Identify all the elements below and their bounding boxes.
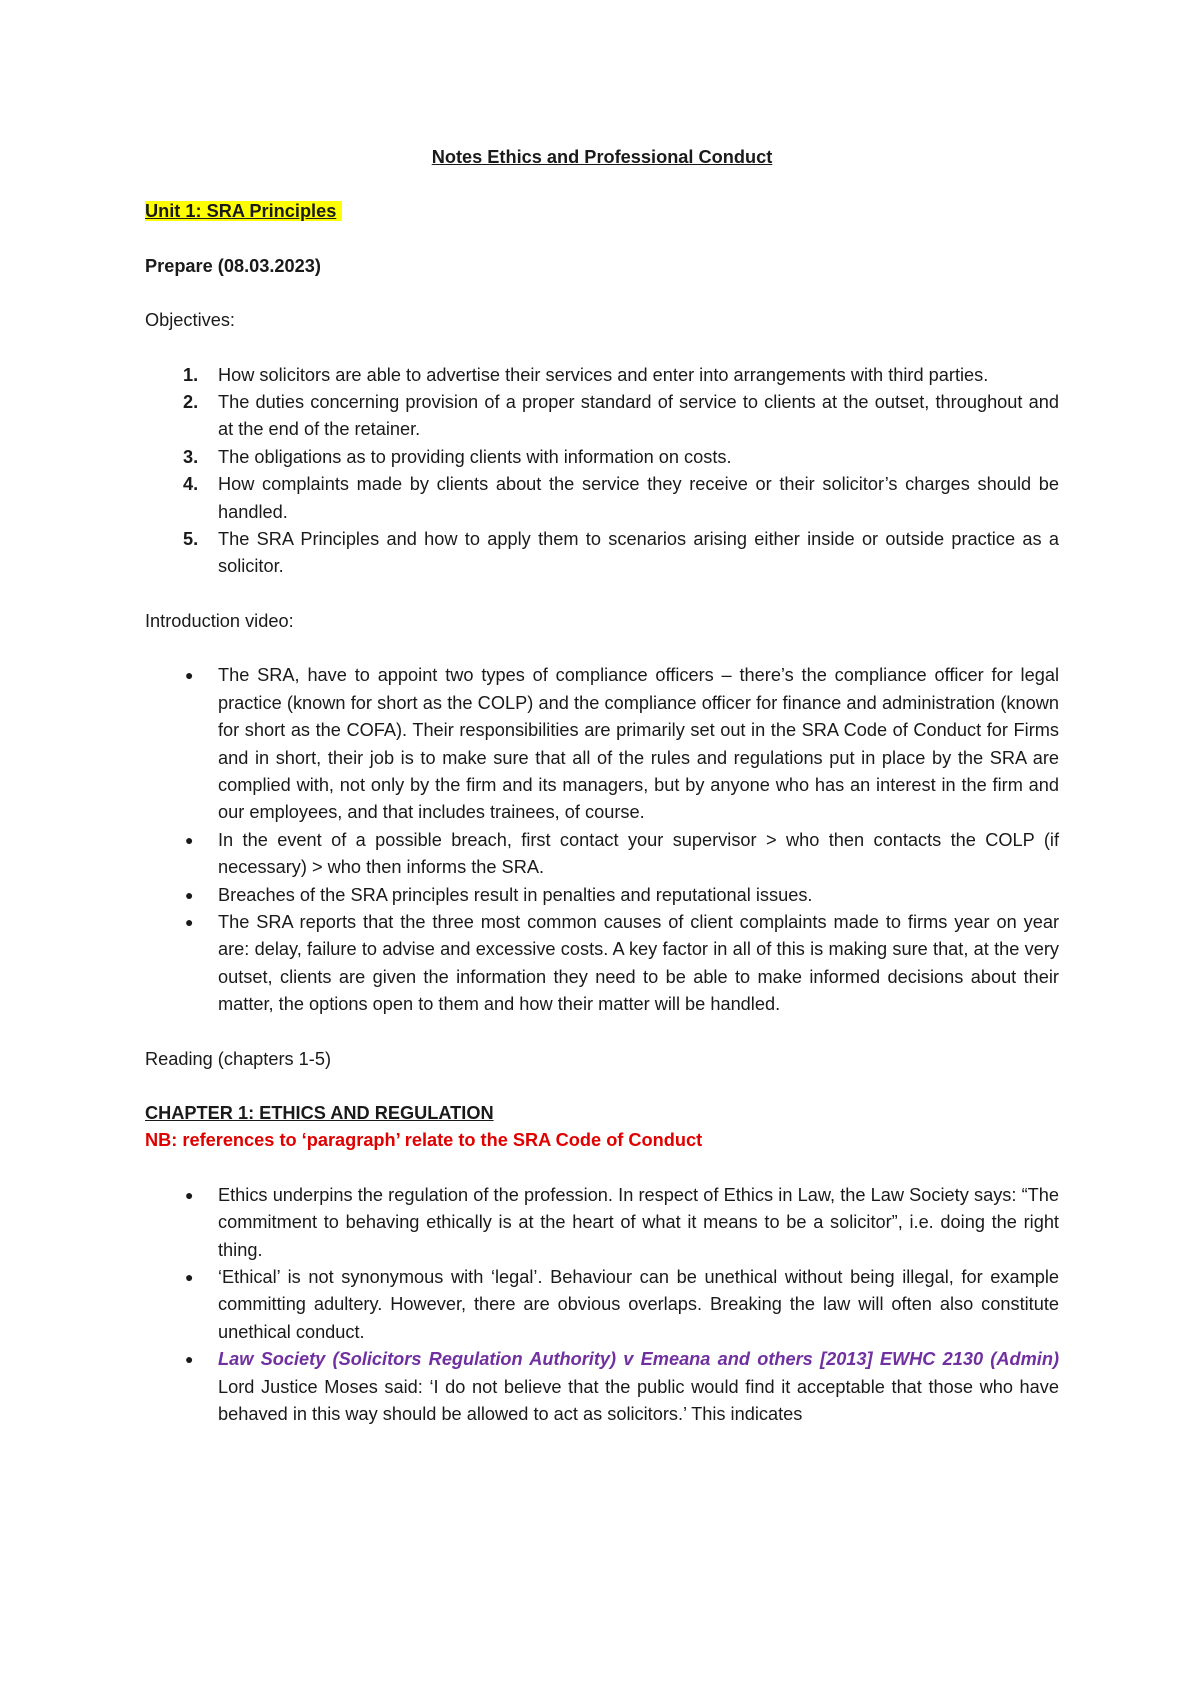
prepare-heading: Prepare (08.03.2023) — [145, 255, 321, 276]
list-number: 2. — [183, 392, 199, 413]
list-number: 5. — [183, 529, 199, 550]
bullet-icon: ● — [185, 1186, 194, 1203]
list-item-text: The obligations as to providing clients with information on costs. — [218, 446, 732, 467]
list-item — [145, 1182, 1059, 1264]
list-item — [145, 389, 1059, 444]
list-item — [145, 362, 1059, 389]
unit-heading — [145, 198, 1059, 225]
bullet-icon: ● — [185, 886, 194, 903]
bullet-icon: ● — [185, 913, 194, 930]
list-item — [145, 909, 1059, 1019]
list-item-text: The SRA reports that the three most common causes of client complaints made to firms year on year are: delay, failure to advise and excessive costs. A key factor in all of this is making sure that, at the very outset, clients are given the information they need to be able to make informed decisions about their matter, the options open to them and how their matter will be handled. — [218, 911, 1059, 1015]
list-item-text: The duties concerning provision of a proper standard of service to clients at the outset, throughout and at the end of the retainer. — [218, 392, 1059, 440]
reading-label: Reading (chapters 1-5) — [145, 1048, 332, 1069]
list-item — [145, 1346, 1059, 1428]
list-item-text: In the event of a possible breach, first contact your supervisor > who then contacts the COLP (if necessary) > who then informs the SRA. — [218, 829, 1059, 878]
chapter-heading: CHAPTER 1: ETHICS AND REGULATION — [145, 1102, 494, 1123]
list-item — [145, 444, 1059, 471]
list-item — [145, 471, 1059, 526]
list-item — [145, 1264, 1059, 1346]
list-item-text: How complaints made by clients about the service they receive or their solicitor’s charges should be handled. — [218, 474, 1059, 522]
list-item-text: Lord Justice Moses said: ‘I do not believe that the public would find it acceptable that those who have behaved in this way should be allowed to act as solicitors.’ This indicates — [218, 1376, 1059, 1425]
bullet-icon: ● — [185, 1351, 194, 1368]
list-number: 3. — [183, 446, 199, 467]
unit-heading-highlight: Unit 1: SRA Principles — [145, 201, 342, 221]
list-number: 4. — [183, 474, 199, 495]
list-item-text: ‘Ethical’ is not synonymous with ‘legal’. Behaviour can be unethical without being illegal, for example committing adultery. However, there are obvious overlaps. Breaking the law will often also constitute unethical conduct. — [218, 1267, 1059, 1342]
case-citation: Law Society (Solicitors Regulation Authority) v Emeana and others [2013] EWHC 2130 (Admin) — [218, 1349, 1059, 1370]
list-item-text: The SRA, have to appoint two types of compliance officers – there’s the compliance officer for legal practice (known for short as the COLP) and the compliance officer for finance and administration (known for short as the COFA). Their responsibilities are primarily set out in the SRA Code of Conduct for Firms and in short, their job is to make sure that all of the rules and regulations put in place by the SRA are complied with, not only by the firm and its managers, but by anyone who has an interest in the firm and our employees, and that includes trainees, of course. — [218, 665, 1059, 823]
chapter-bullet-list — [145, 1182, 1059, 1429]
intro-video-label: Introduction video: — [145, 610, 294, 631]
objectives-list — [145, 362, 1059, 581]
bullet-icon: ● — [185, 831, 194, 848]
list-item — [145, 827, 1059, 882]
list-item — [145, 662, 1059, 826]
intro-bullet-list — [145, 662, 1059, 1018]
bullet-icon: ● — [185, 1269, 194, 1285]
list-item — [145, 526, 1059, 581]
list-item-text: The SRA Principles and how to apply them to scenarios arising either inside or outside practice as a solicitor. — [218, 529, 1059, 577]
list-item-text: Breaches of the SRA principles result in penalties and reputational issues. — [218, 884, 813, 905]
nb-note: NB: references to ‘paragraph’ relate to the SRA Code of Conduct — [145, 1130, 703, 1151]
document-body — [145, 144, 1059, 1455]
bullet-icon: ● — [185, 667, 194, 684]
list-number: 1. — [183, 364, 199, 385]
list-item — [145, 882, 1059, 909]
list-item-text: Ethics underpins the regulation of the profession. In respect of Ethics in Law, the Law Society says: “The commitment to behaving ethically is at the heart of what it means to be a solicitor”, i.e. doing the right thing. — [218, 1184, 1059, 1260]
objectives-label: Objectives: — [145, 310, 235, 331]
list-item-text: How solicitors are able to advertise their services and enter into arrangements with third parties. — [218, 364, 989, 385]
page-title: Notes Ethics and Professional Conduct — [431, 147, 773, 167]
